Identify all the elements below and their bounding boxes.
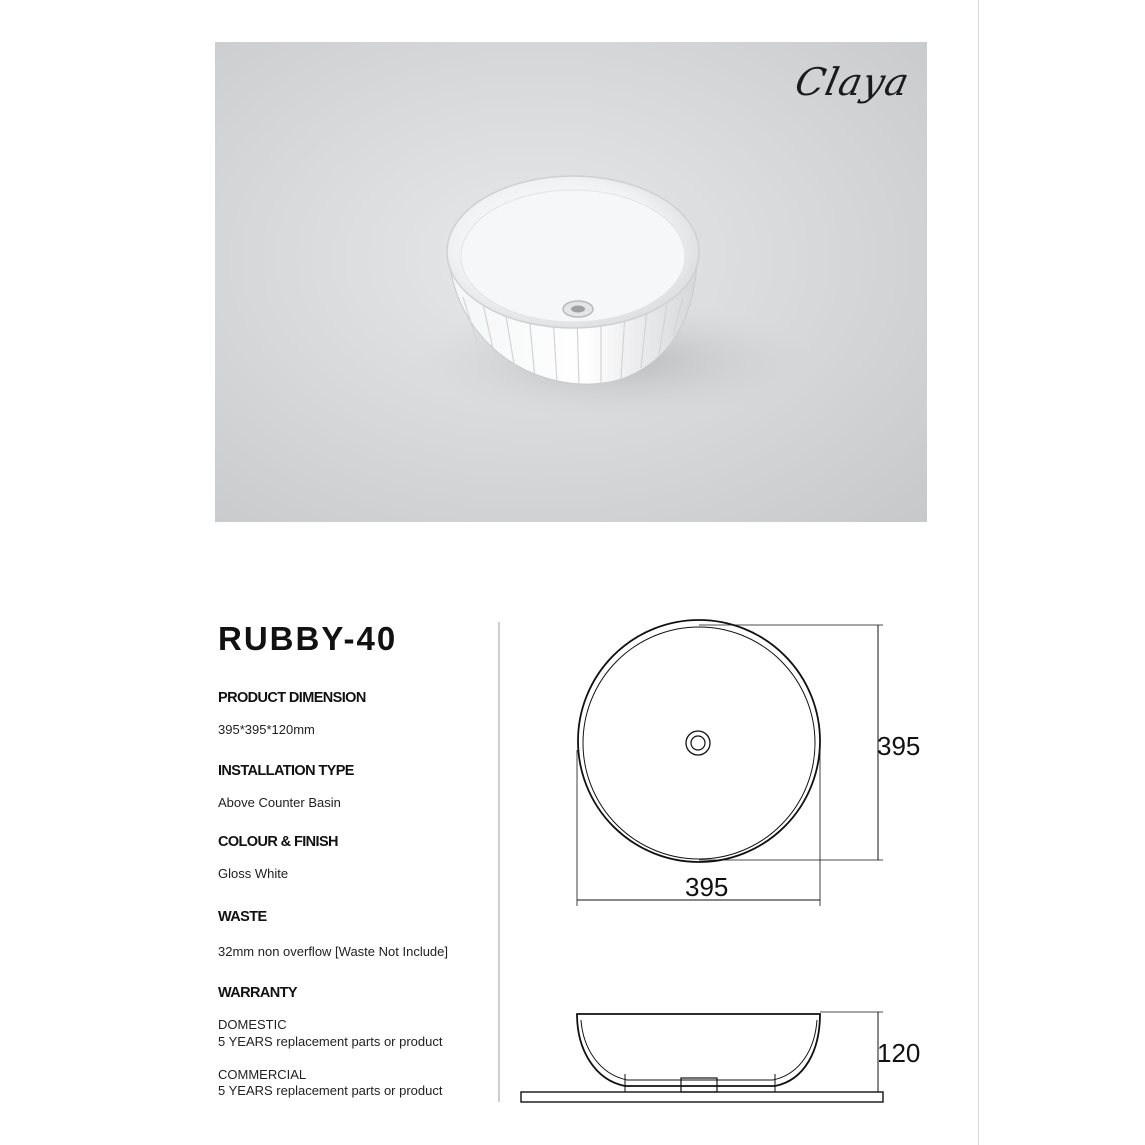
basin-illustration xyxy=(215,42,927,522)
spec-value-installation: Above Counter Basin xyxy=(218,795,341,810)
spec-heading-installation: INSTALLATION TYPE xyxy=(218,763,354,779)
brand-logo: Claya xyxy=(791,60,914,104)
dimension-label-height: 395 xyxy=(877,731,921,761)
drain-outer-circle xyxy=(686,731,710,755)
warranty-commercial-text: 5 YEARS replacement parts or product xyxy=(218,1083,443,1098)
dimension-label-side-height: 120 xyxy=(877,1038,921,1068)
spec-heading-waste: WASTE xyxy=(218,909,267,925)
dimension-label-width: 395 xyxy=(685,872,729,902)
spec-value-dimension: 395*395*120mm xyxy=(218,722,315,737)
counter-top xyxy=(521,1092,883,1102)
spec-value-colour: Gloss White xyxy=(218,866,289,881)
spec-heading-dimension: PRODUCT DIMENSION xyxy=(218,690,366,706)
spec-heading-warranty: WARRANTY xyxy=(218,985,297,1001)
spec-heading-colour: COLOUR & FINISH xyxy=(218,834,338,850)
spec-value-waste: 32mm non overflow [Waste Not Include] xyxy=(218,944,449,959)
basin-side-view-inner xyxy=(581,1020,817,1080)
product-photo xyxy=(215,42,927,522)
technical-drawing xyxy=(515,610,945,1110)
warranty-domestic-text: 5 YEARS replacement parts or product xyxy=(218,1034,443,1049)
drain-inner-circle xyxy=(691,736,705,750)
page-edge-rule xyxy=(978,0,979,1145)
warranty-commercial-label: COMMERCIAL xyxy=(218,1067,307,1082)
section-divider xyxy=(498,622,500,1102)
product-title: RUBBY-40 xyxy=(218,620,398,657)
basin-top-view-rim xyxy=(583,627,815,859)
warranty-domestic-label: DOMESTIC xyxy=(218,1017,287,1032)
basin-top-view-outline xyxy=(578,620,820,862)
